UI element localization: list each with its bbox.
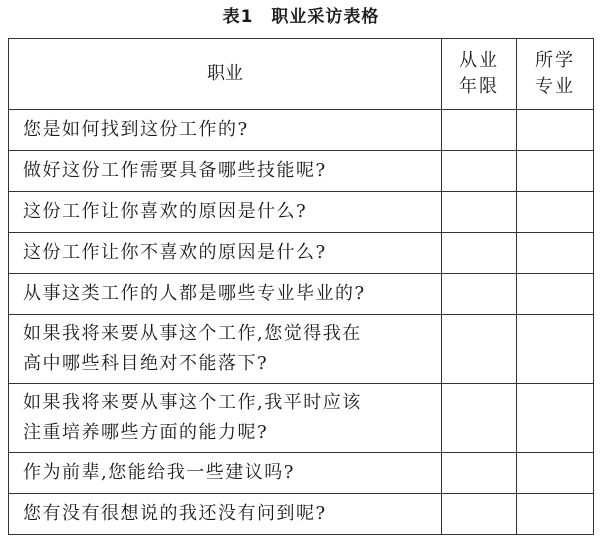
question-text-line1: 如果我将来要从事这个工作,我平时应该: [23, 392, 362, 413]
question-text: 这份工作让你不喜欢的原因是什么?: [23, 242, 327, 263]
question-text-line1: 如果我将来要从事这个工作,您觉得我在: [23, 323, 362, 344]
header-years: [442, 39, 517, 110]
question-text: 作为前辈,您能给我一些建议吗?: [23, 462, 295, 483]
header-years-line2: 年限: [459, 76, 499, 97]
question-cell: [9, 192, 442, 233]
header-major: [517, 39, 594, 110]
question-text: 从事这类工作的人都是哪些专业毕业的?: [23, 283, 366, 304]
table-caption: [0, 6, 602, 28]
question-text-line2: 高中哪些科目绝对不能落下?: [23, 353, 269, 374]
years-cell[interactable]: [442, 151, 517, 192]
table-row: [9, 453, 594, 494]
question-cell: [9, 315, 442, 384]
years-cell[interactable]: [442, 453, 517, 494]
table-row: [9, 315, 594, 384]
question-cell: [9, 110, 442, 151]
major-cell[interactable]: [517, 384, 594, 453]
header-major-line2: 专业: [535, 76, 575, 97]
header-years-line1: 从业: [459, 50, 499, 71]
years-cell[interactable]: [442, 384, 517, 453]
question-cell: [9, 453, 442, 494]
table-number: 表1: [222, 7, 254, 27]
question-text: 您是如何找到这份工作的?: [23, 119, 249, 140]
table-title: 职业采访表格: [271, 7, 380, 27]
table-row: [9, 110, 594, 151]
question-cell: [9, 274, 442, 315]
question-cell: [9, 384, 442, 453]
header-row: [9, 39, 594, 110]
years-cell[interactable]: [442, 110, 517, 151]
major-cell[interactable]: [517, 110, 594, 151]
question-text: 您有没有很想说的我还没有问到呢?: [23, 503, 327, 524]
major-cell[interactable]: [517, 315, 594, 384]
question-cell: [9, 233, 442, 274]
interview-table: [8, 38, 594, 535]
years-cell[interactable]: [442, 192, 517, 233]
header-major-line1: 所学: [535, 50, 575, 71]
years-cell[interactable]: [442, 274, 517, 315]
table-row: [9, 233, 594, 274]
major-cell[interactable]: [517, 274, 594, 315]
major-cell[interactable]: [517, 192, 594, 233]
years-cell[interactable]: [442, 494, 517, 535]
table-row: [9, 494, 594, 535]
header-profession: 职业: [9, 39, 442, 110]
table-row: [9, 274, 594, 315]
major-cell[interactable]: [517, 151, 594, 192]
question-cell: [9, 494, 442, 535]
table-row: [9, 192, 594, 233]
years-cell[interactable]: [442, 233, 517, 274]
major-cell[interactable]: [517, 233, 594, 274]
years-cell[interactable]: [442, 315, 517, 384]
major-cell[interactable]: [517, 494, 594, 535]
question-text: 这份工作让你喜欢的原因是什么?: [23, 201, 308, 222]
major-cell[interactable]: [517, 453, 594, 494]
question-text: 做好这份工作需要具备哪些技能呢?: [23, 160, 327, 181]
question-text-line2: 注重培养哪些方面的能力呢?: [23, 422, 269, 443]
table-row: [9, 384, 594, 453]
question-cell: [9, 151, 442, 192]
table-row: [9, 151, 594, 192]
